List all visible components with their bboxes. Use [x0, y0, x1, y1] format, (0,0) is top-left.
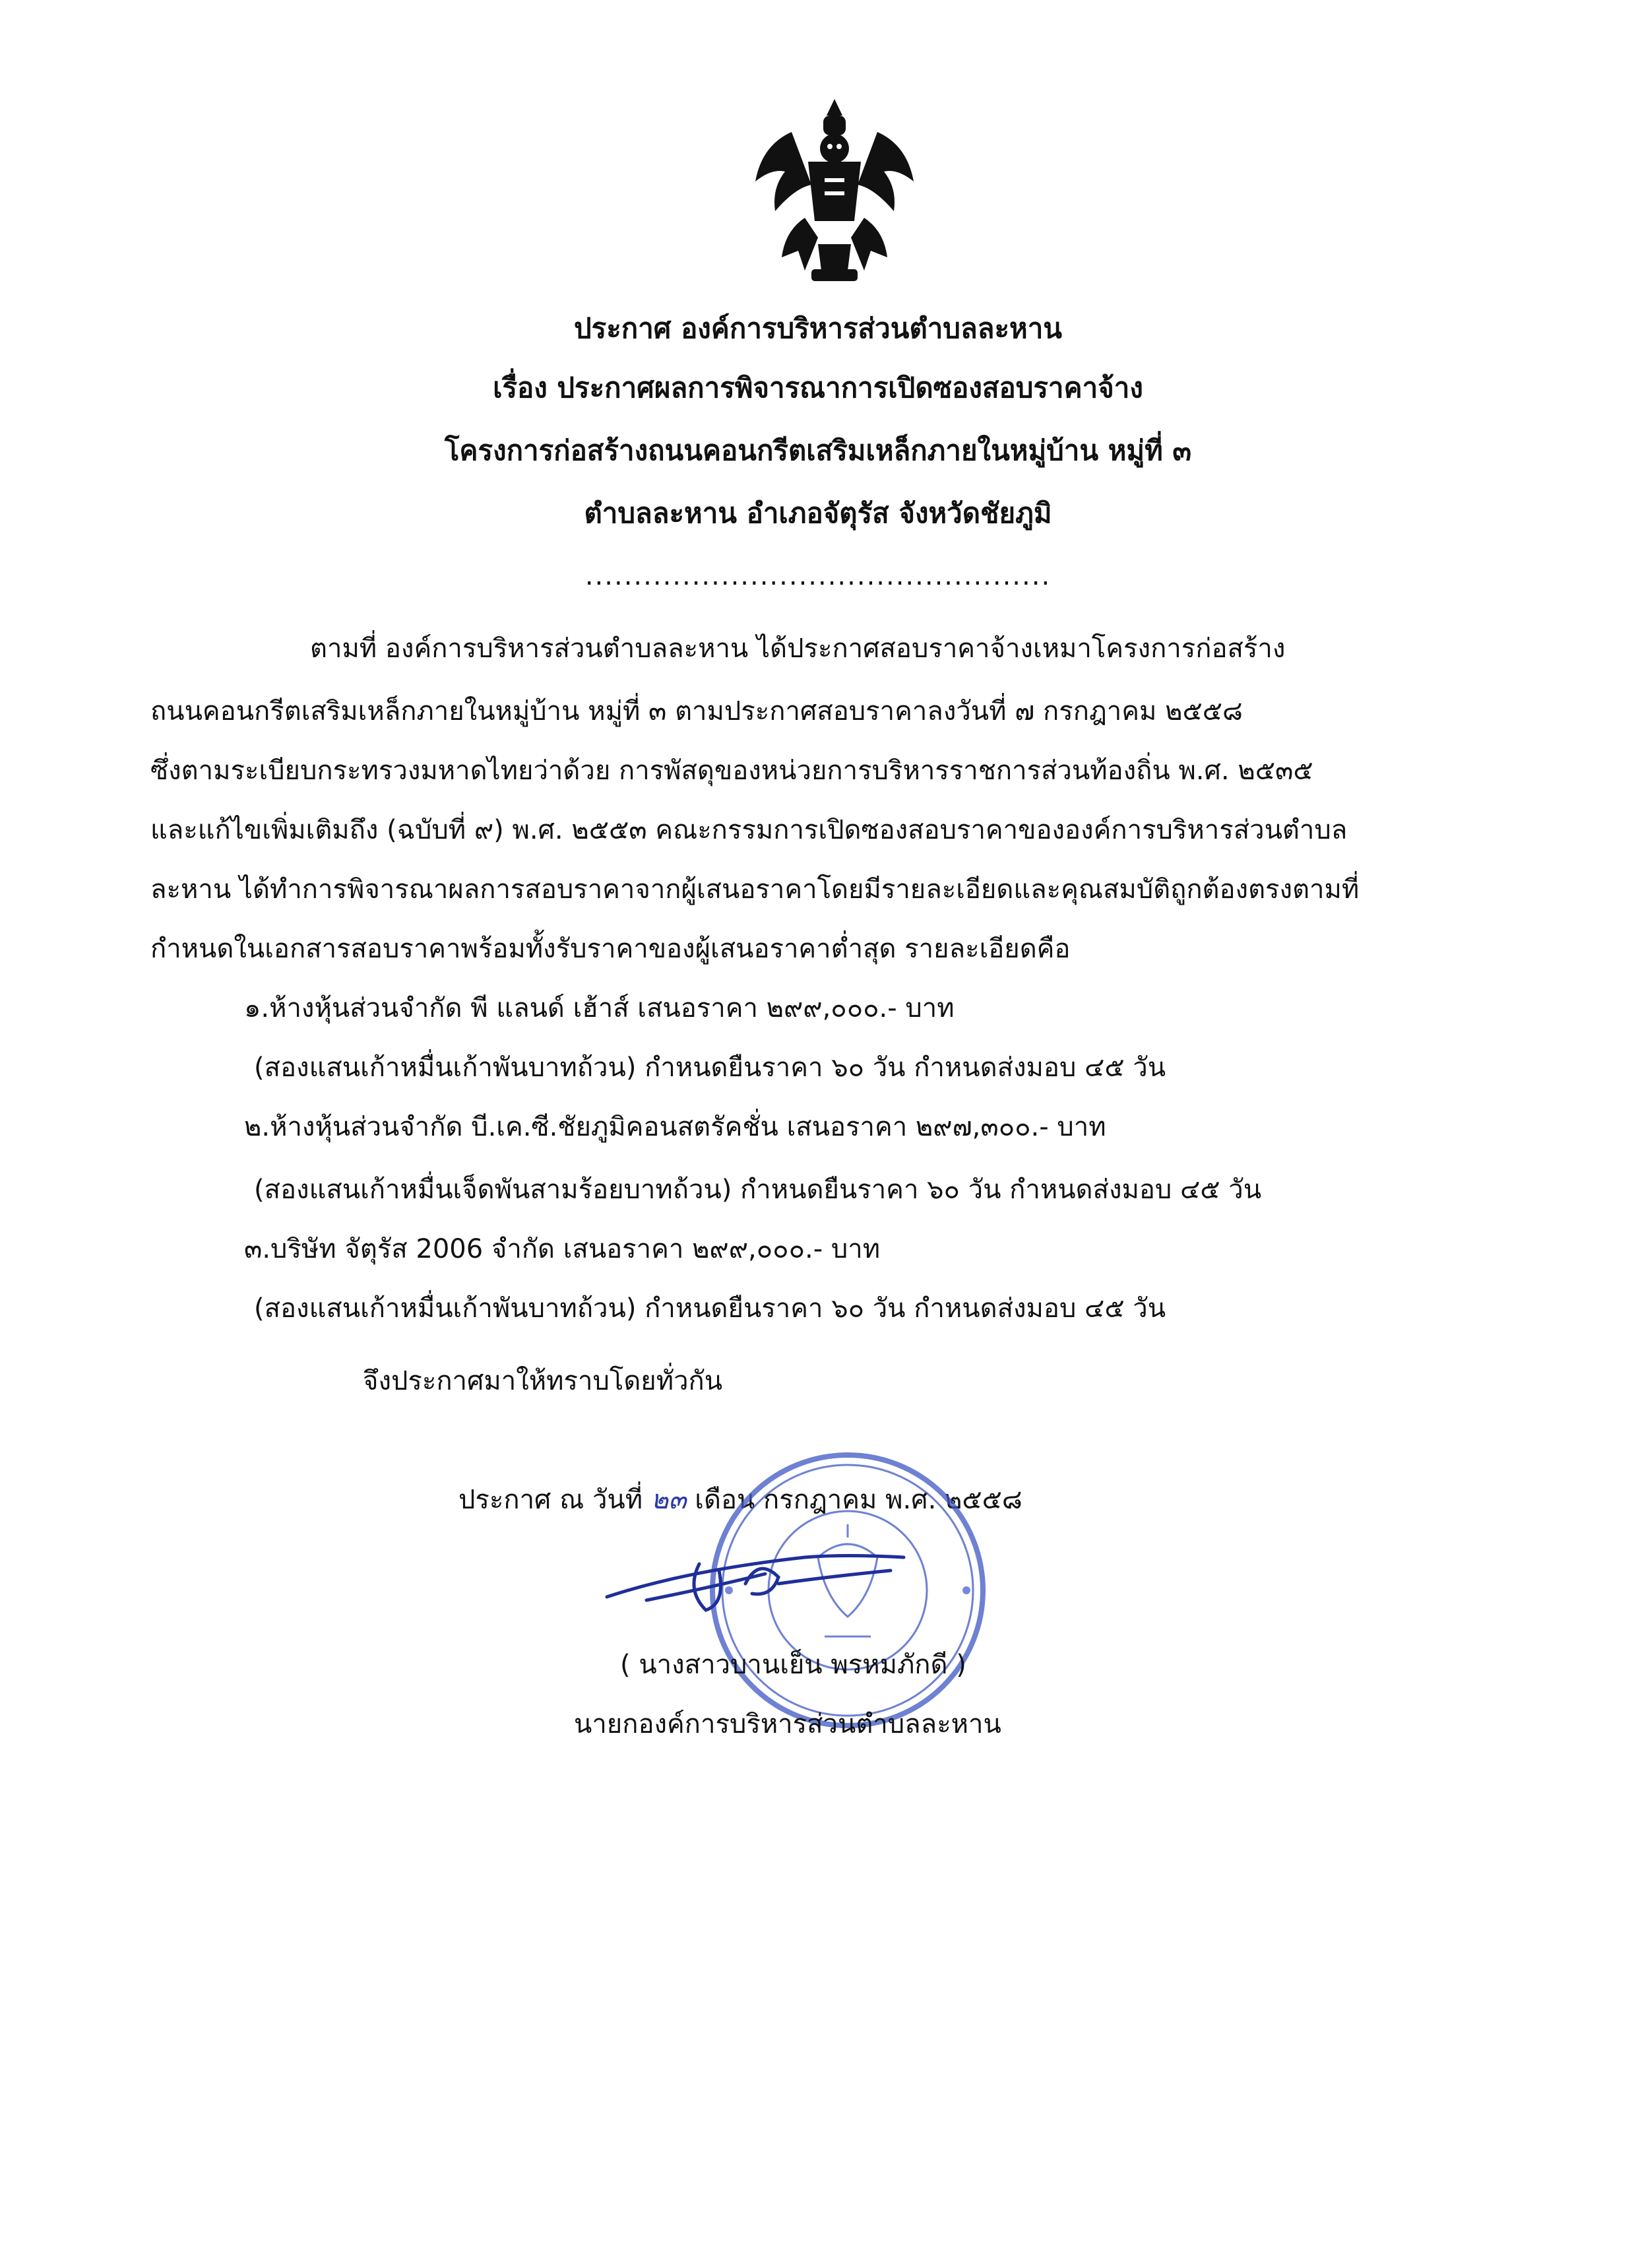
- bidder-1-line: ๑.ห้างหุ้นส่วนจำกัด พี แลนด์ เฮ้าส์ เสนอราคา ๒๙๙,๐๐๐.- บาท: [244, 993, 955, 1023]
- bidder-3-line: ๓.บริษัท จัตุรัส 2006 จำกัด เสนอราคา ๒๙๙,๐๐๐.- บาท: [244, 1234, 881, 1264]
- project-title: โครงการก่อสร้างถนนคอนกรีตเสริมเหล็กภายในหมู่บ้าน หมู่ที่ ๓: [444, 434, 1192, 467]
- bidder-1-detail: (สองแสนเก้าหมื่นเก้าพันบาทถ้วน) กำหนดยืนราคา ๖๐ วัน กำหนดส่งมอบ ๔๕ วัน: [254, 1053, 1166, 1083]
- body-line-2: ถนนคอนกรีตเสริมเหล็กภายในหมู่บ้าน หมู่ที่ ๓ ตามประกาศสอบราคาลงวันที่ ๗ กรกฎาคม ๒๕๕๘: [150, 696, 1243, 727]
- body-line-6: กำหนดในเอกสารสอบราคาพร้อมทั้งรับราคาของผู้เสนอราคาต่ำสุด รายละเอียดคือ: [150, 934, 1071, 964]
- closing-line: จึงประกาศมาให้ทราบโดยทั่วกัน: [363, 1366, 723, 1396]
- date-suffix: เดือน กรกฎาคม พ.ศ. ๒๕๕๘: [695, 1485, 1022, 1515]
- date-prefix: ประกาศ ณ วันที่: [458, 1485, 643, 1515]
- body-line-4: และแก้ไขเพิ่มเติมถึง (ฉบับที่ ๙) พ.ศ. ๒๕๕๓ คณะกรรมการเปิดซองสอบราคาขององค์การบริหารส่วนตำบล: [150, 815, 1348, 845]
- subject-line: เรื่อง ประกาศผลการพิจารณาการเปิดซองสอบราคาจ้าง: [493, 372, 1143, 404]
- bidder-3-detail: (สองแสนเก้าหมื่นเก้าพันบาทถ้วน) กำหนดยืนราคา ๖๐ วัน กำหนดส่งมอบ ๔๕ วัน: [254, 1293, 1166, 1324]
- location-line: ตำบลละหาน อำเภอจัตุรัส จังหวัดชัยภูมิ: [584, 497, 1052, 529]
- bidder-2-detail: (สองแสนเก้าหมื่นเจ็ดพันสามร้อยบาทถ้วน) กำหนดยืนราคา ๖๐ วัน กำหนดส่งมอบ ๔๕ วัน: [254, 1175, 1262, 1205]
- announcement-heading: ประกาศ องค์การบริหารส่วนตำบลละหาน: [574, 312, 1062, 344]
- signatory-position: นายกองค์การบริหารส่วนตำบลละหาน: [574, 1709, 1001, 1739]
- garuda-emblem-icon: [745, 92, 924, 290]
- body-line-3: ซึ่งตามระเบียบกระทรวงมหาดไทยว่าด้วย การพัสดุของหน่วยการบริหารราชการส่วนท้องถิ่น พ.ศ. ๒๕๓๕: [150, 756, 1313, 786]
- body-line-5: ละหาน ได้ทำการพิจารณาผลการสอบราคาจากผู้เสนอราคาโดยมีรายละเอียดและคุณสมบัติถูกต้องตรงตามที่: [150, 874, 1360, 905]
- bidder-2-line: ๒.ห้างหุ้นส่วนจำกัด บี.เค.ซี.ชัยภูมิคอนสตรัคชั่น เสนอราคา ๒๙๗,๓๐๐.- บาท: [244, 1112, 1106, 1142]
- body-line-1: ตามที่ องค์การบริหารส่วนตำบลละหาน ได้ประกาศสอบราคาจ้างเหมาโครงการก่อสร้าง: [310, 633, 1286, 664]
- date-day-handwritten: ๒๓: [650, 1485, 687, 1515]
- separator-dots: ................................................: [584, 561, 1052, 591]
- signatory-name: ( นางสาวบานเย็น พรหมภักดี ): [620, 1650, 966, 1680]
- signature-icon: [594, 1538, 937, 1623]
